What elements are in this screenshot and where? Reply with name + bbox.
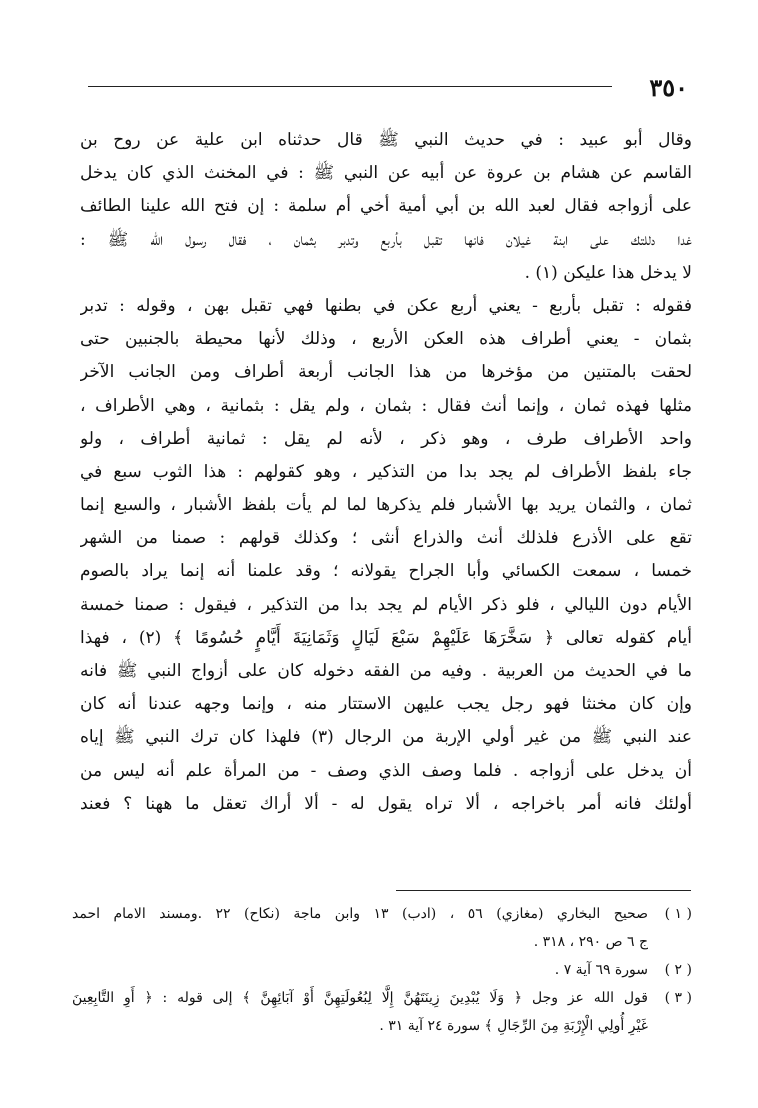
footnote-line: غَيْرِ أُولِي الْإِرْبَةِ مِنَ الرِّجَالِ ﴾ سورة ٢٤ آية ٣١ . xyxy=(379,1018,648,1034)
text-line: واحد الأطراف طرف ، وهو ذكر ، لأنه لم يقل : ثمانية أطراف ، ولو xyxy=(80,428,692,449)
text-line: أيام كقوله تعالى ﴿ سَخَّرَهَا عَلَيْهِمْ سَبْعَ لَيَالٍ وَثَمَانِيَةَ أَيَّامٍ حُسُومًا ﴾ (٢) ، فهذا xyxy=(80,627,692,648)
text-line: لحقت بالمتنين من مؤخرها من هذا الجانب أربعة أطراف ومن الجانب الآخر xyxy=(80,362,692,383)
footnote-rule xyxy=(396,890,691,891)
footnotes xyxy=(72,900,692,1040)
text-line: بثمان - يعني أطراف هذه العكن الأربع ، وذلك لأنها محيطة بالجنبين حتى xyxy=(80,329,692,350)
footnote-line: صحيح البخاري (مغازي) ٥٦ ، (ادب) ١٣ وابن ماجة (نكاح) ٢٢ .ومسند الامام احمد xyxy=(72,906,648,922)
page-header xyxy=(88,70,688,100)
text-line: أن يدخل على أزواجه . فلما وصف الذي وصف - من المرأة علم أنه ليس من xyxy=(80,760,692,781)
text-line: ما في الحديث من العربية . وفيه من الفقه دخوله كان على أزواج النبي ﷺ فانه xyxy=(80,661,692,681)
text-line: القاسم عن هشام بن عروة عن أبيه عن النبي ﷺ : في المخنث الذي كان يدخل xyxy=(80,163,692,184)
footnote-2 xyxy=(72,956,692,984)
text-line: وإن كان مخنثا فهو رجل يجب عليهن الاستتار منه ، وإنما وجهه عندنا أنه كان xyxy=(80,694,692,715)
text-line: الأيام دون الليالي ، فلو ذكر الأيام لم يجد بدا من التذكير ، فيقول : صمنا خمسة xyxy=(80,594,692,615)
main-text xyxy=(80,124,692,821)
footnote-number: ( ٣ ) xyxy=(664,990,692,1006)
text-line: وقال أبو عبيد : في حديث النبي ﷺ قال حدثناه ابن علية عن روح بن xyxy=(80,130,692,150)
text-line: أولئك فانه أمر باخراجه ، ألا تراه يقول له - ألا أراك تعقل ما ههنا ؟ فعند xyxy=(80,793,692,814)
header-rule xyxy=(88,86,612,87)
text-line: مثلها فهذه ثمان ، وإنما أنث فقال : بثمان ، ولم يقل : بثمانية ، وهي الأطراف ، xyxy=(80,395,692,416)
footnote-line: ج ٦ ص ٢٩٠ ، ٣١٨ . xyxy=(533,934,648,950)
footnote-line: قول الله عز وجل ﴿ وَلَا يُبْدِينَ زِينَتَهُنَّ إِلَّا لِبُعُولَتِهِنَّ أَوْ آبَائِهِنَّ ﴾ إلى قوله : ﴿ أَوِ التَّابِعِينَ xyxy=(72,990,648,1006)
footnote-1 xyxy=(72,900,692,956)
text-line: خمسا ، سمعت الكسائي وأبا الجراح يقولانه ؛ وقد علمنا أنه إنما يراد بالصوم xyxy=(80,561,692,582)
text-line: فقوله : تقبل بأربع - يعني أربع عكن في بطنها فهي تقبل بهن ، وقوله : تدبر xyxy=(80,295,692,316)
footnote-number: ( ٢ ) xyxy=(664,962,692,978)
text-line: تقع على الأذرع فلذلك أنث والذراع أنثى ؛ وكذلك قولهم : صمنا من الشهر xyxy=(80,528,692,549)
footnote-number: ( ١ ) xyxy=(664,906,692,922)
text-line: ثمان ، والثمان يريد بها الأشبار فلم يذكرها لما لم يأت بلفظ الأشبار ، والسبع إنما xyxy=(80,495,692,516)
text-line: غدا دللتك على ابنة غيلان فانها تقبل بأربع وتدبر بثمان ، فقال رسول الله ﷺ : xyxy=(80,229,692,250)
page-number: ٣٥٠ xyxy=(649,73,688,102)
footnote-line: سورة ٦٩ آية ٧ . xyxy=(554,962,648,978)
text-line: عند النبي ﷺ من غير أولي الإربة من الرجال (٣) فلهذا كان ترك النبي ﷺ إياه xyxy=(80,727,692,748)
text-line: جاء بلفظ الأطراف لم يجد بدا من التذكير ، وهو كقولهم : هذا الثوب سبع في xyxy=(80,461,692,482)
text-line: على أزواجه فقال لعبد الله بن أبي أمية أخي أم سلمة : إن فتح الله علينا الطائف xyxy=(80,196,692,217)
footnote-3 xyxy=(72,984,692,1040)
text-line: لا يدخل هذا عليكن (١) . xyxy=(524,262,692,283)
